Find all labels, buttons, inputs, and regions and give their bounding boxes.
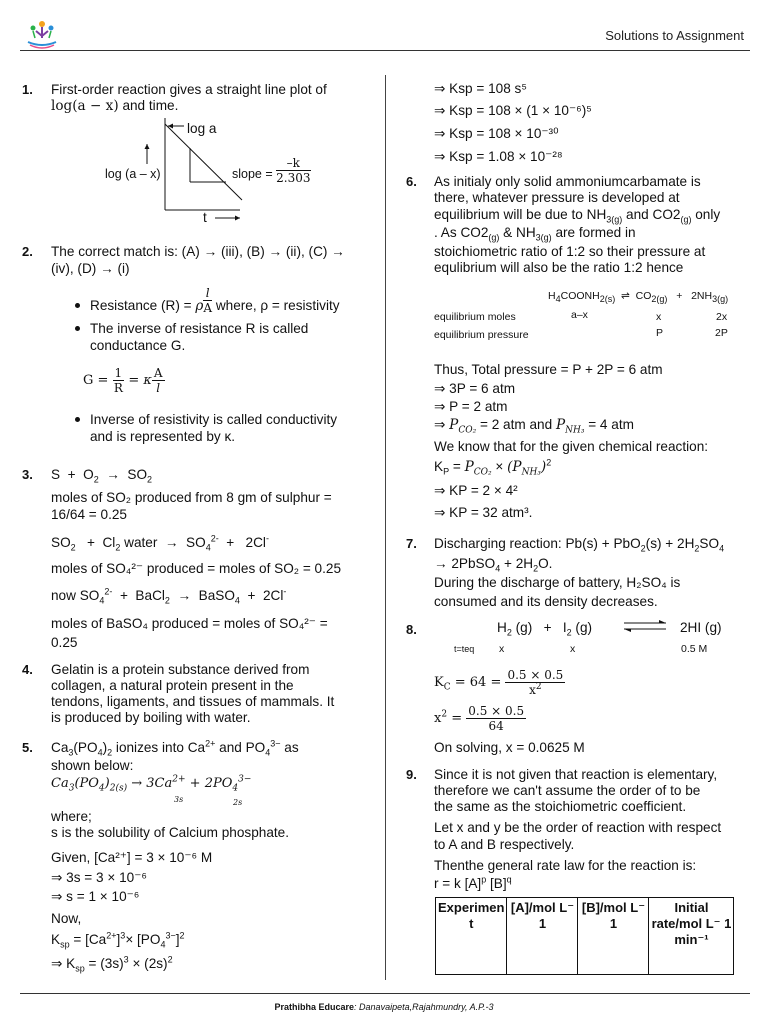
- table-header-cell: [B]/mol L⁻ 1: [578, 898, 649, 975]
- bullet-icon: [75, 417, 80, 422]
- equilibrium-arrow-icon: [622, 619, 668, 633]
- table-header-row: [436, 898, 734, 975]
- q3-line7: moles of BaSO₄ produced = moles of SO₄²⁻ =: [51, 616, 328, 631]
- q5-line8: ⇒ s = 1 × 10⁻⁶: [51, 889, 140, 904]
- table-header-cell: Initial rate/mol L⁻ 1 min⁻¹: [649, 898, 734, 975]
- q5-line7: ⇒ 3s = 3 × 10⁻⁶: [51, 870, 147, 885]
- q1-graph-slope: slope = $\frac{-k}{2.303}$: [232, 156, 311, 185]
- q2-line2: (iv), (D) → (i): [51, 261, 130, 276]
- q6-line6: equlibrium will also be the ratio 1:2 hence: [434, 260, 684, 275]
- q6-line4: . As $CO2_{(g)}$ & $NH_{3(g)}$ are formed in: [434, 225, 636, 243]
- q6-line3: equilibrium will be due to $NH_{3(g)}$ and $CO2_{(g)}$ only: [434, 207, 721, 225]
- q5-line1: $Ca_3(PO_4)_2$ ionizes into $Ca^{2+}$ and $PO_4^{3-}$ as: [51, 738, 299, 758]
- q3-equation1: $S + O_2 \to SO_2$: [51, 467, 153, 485]
- q5-line2: shown below:: [51, 758, 134, 773]
- q5c-line2: ⇒ Ksp = 108 × (1 × 10⁻⁶)⁵: [434, 103, 592, 118]
- q5c-line3: ⇒ Ksp = 108 × 10⁻³⁰: [434, 126, 559, 141]
- q4-line3: tendons, ligaments, and tissues of mammals. It: [51, 694, 335, 709]
- q6-pressure-p: P: [656, 327, 664, 339]
- q5-dissociation-equation: $Ca_3(PO_4)_{2(s)} \to 3Ca^{2+} + 2PO_4^{3-}$: [51, 774, 252, 794]
- q6-known: We know that for the given chemical reaction:: [434, 439, 709, 454]
- q5c-line4: ⇒ Ksp = 1.08 × 10⁻²⁸: [434, 149, 563, 164]
- q7-line2: → 2PbSO$_4$ + $2H_2O$.: [434, 556, 553, 574]
- q9-line3: the same as the stoichiometric coefficient.: [434, 799, 687, 814]
- footer-divider: [20, 993, 750, 994]
- q4-line2: collagen, a natural protein present in the: [51, 678, 294, 693]
- bullet-icon: [75, 303, 80, 308]
- q5-ksp-expression: $K_{sp} = [Ca^{2+}]^3\times [PO_4^{3-}]^2$: [51, 930, 185, 950]
- q6-pressure-2p: 2P: [715, 327, 728, 339]
- q6-moles-x: x: [656, 311, 662, 323]
- q9-number: 9.: [406, 767, 417, 782]
- q5-line9: Now,: [51, 911, 82, 926]
- header-title: Solutions to Assignment: [605, 28, 744, 43]
- q3-number: 3.: [22, 467, 33, 482]
- q5-label-2s: 2s: [233, 798, 243, 807]
- q6-total-pressure: Thus, Total pressure = P + 2P = 6 atm: [434, 362, 663, 377]
- logo-icon: [24, 18, 60, 50]
- q4-line4: is produced by boiling with water.: [51, 710, 251, 725]
- q1-line1: First-order reaction gives a straight line plot of: [51, 82, 327, 97]
- q8-conc: 0.5 M: [681, 643, 708, 655]
- q6-step-3p: ⇒ 3P = 6 atm: [434, 381, 516, 396]
- table-header-cell: Experimen t: [436, 898, 507, 975]
- q7-number: 7.: [406, 536, 417, 551]
- q7-line1: Discharging reaction: $Pb(s) + PbO_2(s) + 2H_2SO_4$: [434, 536, 725, 554]
- q6-line5: stoichiometric ratio of 1:2 so their pressure at: [434, 244, 706, 259]
- q3-line5: moles of SO₄²⁻ produced = moles of SO₂ = 0.25: [51, 561, 342, 576]
- q9-line6: Thenthe general rate law for the reaction is:: [434, 858, 697, 873]
- q5-line6: Given, [Ca²⁺] = 3 × 10⁻⁶ M: [51, 850, 213, 865]
- q3-line3: 16/64 = 0.25: [51, 507, 127, 522]
- q8-x2: x: [570, 643, 576, 655]
- q9-line5: to A and B respectively.: [434, 837, 575, 852]
- q8-teq: t=teq: [454, 644, 475, 654]
- q1-line2: log(a − x) and time.: [51, 98, 179, 114]
- q6-kp-result: ⇒ KP = 32 atm³.: [434, 505, 533, 520]
- q7-line3: During the discharge of battery, H₂SO₄ is: [434, 575, 681, 590]
- q8-number: 8.: [406, 622, 417, 637]
- q8-x2-expression: $x^2$ = $\frac{0.5 \times 0.5}{64}$: [434, 704, 525, 733]
- q6-number: 6.: [406, 174, 417, 189]
- q4-line1: Gelatin is a protein substance derived from: [51, 662, 310, 677]
- q2-line1: The correct match is: (A) → (iii), (B) → (ii), (C) →: [51, 244, 345, 259]
- q2-number: 2.: [22, 244, 33, 259]
- q6-kp-sub: ⇒ KP = 2 × 4²: [434, 483, 518, 498]
- q6-row-pressure: equilibrium pressure: [434, 329, 529, 341]
- q2-bullet2a: The inverse of resistance R is called: [90, 321, 309, 336]
- q6-step-p: ⇒ P = 2 atm: [434, 399, 508, 414]
- q5-number: 5.: [22, 740, 33, 755]
- q2-bullet1: Resistance (R) = ρ $\frac{l}{A}$ where, ρ = resistivity: [90, 285, 340, 315]
- q1-graph-x-label: t: [203, 210, 207, 225]
- q3-equation2: $SO_2 + Cl_2$ water → $SO_4^{2-} + 2Cl^-$: [51, 533, 269, 553]
- q3-line2: moles of SO₂ produced from 8 gm of sulphur =: [51, 490, 332, 505]
- q8-product: 2HI (g): [680, 620, 722, 635]
- q6-reaction: $H_4COONH_{2(s)}$ ⇌ $CO_{2(g)} + 2NH_{3(g)}$: [548, 290, 729, 305]
- q6-partial-pressures: ⇒ $P_{CO_2} = 2$ atm and $P_{NH_3} = 4$ atm: [434, 417, 634, 436]
- q1-number: 1.: [22, 82, 33, 97]
- q5-ksp-substituted: ⇒ $K_{sp} = (3s)^3 \times (2s)^2$: [51, 954, 173, 974]
- q9-rate-law: r = k $[A]^p$ $[B]^q$: [434, 874, 512, 891]
- q8-solve: On solving, x = 0.0625 M: [434, 740, 585, 755]
- q8-x1: x: [499, 643, 505, 655]
- header-divider: [20, 50, 750, 51]
- q2-conductance-formula: G = $\frac{1}{R}$ = κ $\frac{A}{l}$: [83, 366, 163, 395]
- q5c-line1: ⇒ Ksp = 108 s⁵: [434, 81, 527, 96]
- q1-graph-y-label: log (a – x): [105, 167, 161, 181]
- q6-kp-expression: $K_P = P_{CO_2} \times (P_{NH_3})^2$: [434, 457, 552, 478]
- q8-kc-expression: $K_C = 64$ = $\frac{0.5 \times 0.5}{x^2}$: [434, 668, 564, 697]
- table-header-cell: [A]/mol L⁻ 1: [507, 898, 578, 975]
- q2-bullet3b: and is represented by κ.: [90, 429, 236, 444]
- q3-equation3: now $SO_4^{2-}$ + BaCl$_2$ → BaSO$_4$ + 2Cl-: [51, 586, 287, 606]
- q6-moles-2x: 2x: [716, 311, 728, 323]
- q7-line4: consumed and its density decreases.: [434, 594, 658, 609]
- q9-line1: Since it is not given that reaction is elementary,: [434, 767, 718, 782]
- q8-reaction: $H_2$ $(g) + I_2$ (g): [497, 620, 593, 638]
- q6-row-moles: equilibrium moles: [434, 311, 516, 323]
- q6-line1: As initialy only solid ammoniumcarbamate is: [434, 174, 701, 189]
- q6-line2: there, whatever pressure is developed at: [434, 190, 680, 205]
- q1-graph-top-label: log a: [187, 121, 217, 136]
- q4-number: 4.: [22, 662, 33, 677]
- footer: Prathibha Educare: Danavaipeta,Rajahmundry, A.P.-3: [274, 1002, 494, 1012]
- q5-line5: s is the solubility of Calcium phosphate.: [51, 825, 290, 840]
- q9-line4: Let x and y be the order of reaction with respect: [434, 820, 722, 835]
- rate-data-table: [435, 897, 734, 975]
- q5-line4: where;: [51, 809, 92, 824]
- q3-line8: 0.25: [51, 635, 78, 650]
- q2-bullet3a: Inverse of resistivity is called conductivity: [90, 412, 338, 427]
- column-divider: [385, 75, 386, 980]
- q9-line2: therefore we can't assume the order of to be: [434, 783, 701, 798]
- bullet-icon: [75, 326, 80, 331]
- q6-moles-a: a–x: [571, 309, 588, 321]
- q5-label-3s: 3s: [174, 795, 184, 804]
- q2-bullet2b: conductance G.: [90, 338, 186, 353]
